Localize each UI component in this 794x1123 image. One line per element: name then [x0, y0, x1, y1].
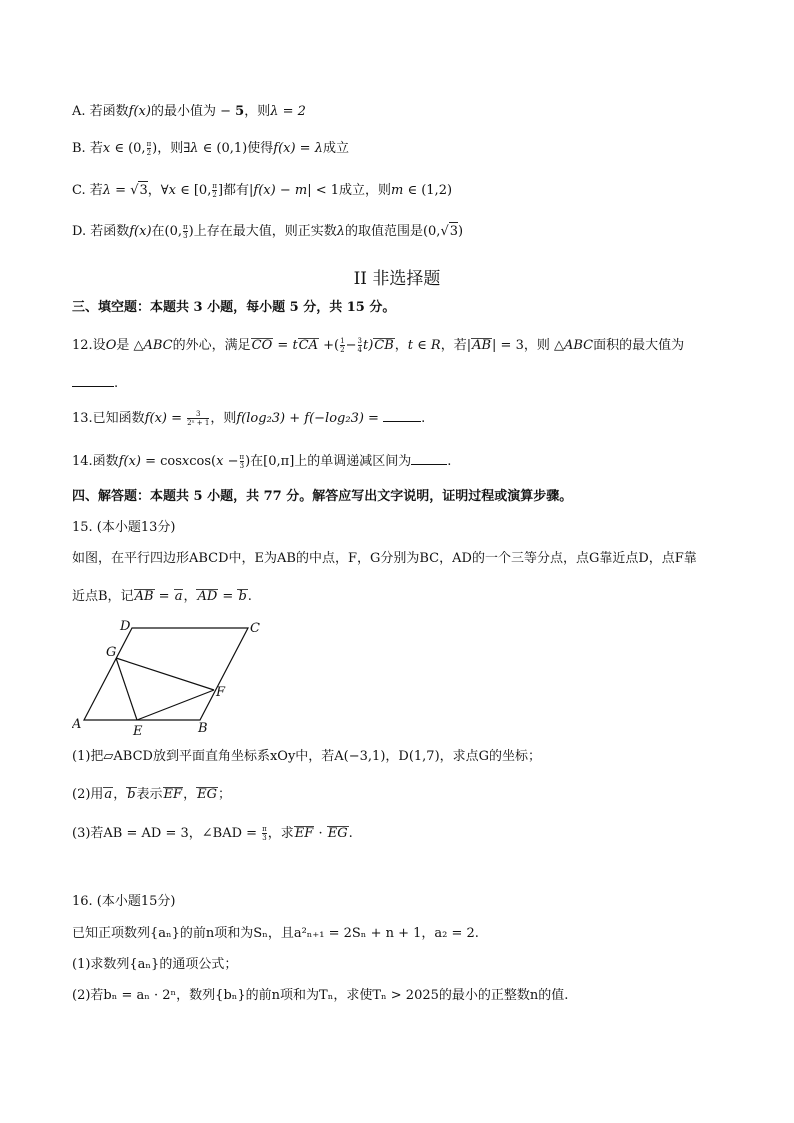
label-G: G: [106, 645, 117, 660]
option-c-lt: | < 1成立，则: [307, 183, 391, 198]
option-d-end: ): [458, 224, 464, 239]
q14-t4: −: [223, 454, 239, 469]
q12-t3: 的外心，满足: [172, 338, 251, 353]
option-d-text: 若函数: [90, 224, 130, 239]
q14-fraction: [240, 453, 245, 470]
option-a-lambda: λ = 2: [270, 104, 306, 119]
q12-t2: 是 △: [116, 338, 144, 353]
q13-fx: f(x): [144, 411, 167, 426]
q15-p2-vec-a: a: [104, 787, 113, 802]
q14-x: x: [181, 454, 190, 469]
q12-ABC2: ABC: [564, 338, 594, 353]
option-a-value: 5: [235, 104, 245, 119]
option-c-fraction: [212, 182, 217, 199]
q12-R: R: [430, 338, 441, 353]
parallelogram-lines: [84, 628, 248, 720]
question-12: [72, 337, 684, 355]
option-c-frac-num: π: [212, 182, 217, 190]
option-c: C. 若λ = √3，∀x ∈ [0, $\frac{\pi}{2}$ ]都有|f(x) − m| < 1成立，则m ∈ (1,2): [72, 182, 453, 199]
option-b-lambda: λ: [190, 141, 199, 156]
q15-p2a: (2)用: [72, 787, 104, 802]
option-d-range: 的取值范围是(0,: [344, 224, 441, 239]
q12-t9: ∈: [413, 338, 431, 353]
q15-p2e: ；: [217, 787, 231, 802]
option-b-frac-num: π: [146, 140, 152, 148]
q12-answer-blank[interactable]: [72, 374, 114, 387]
q15-part-1: (1)把▱ABCD放到平面直角坐标系xOy中，若A(−3,1)，D(1,7)，求点G的坐标；: [72, 749, 542, 764]
q12-t7: t): [362, 338, 374, 353]
q15-frac-den: 3: [262, 834, 267, 842]
option-b-close: )，则∃: [152, 141, 191, 156]
option-d-fraction: [183, 223, 188, 240]
q15-p2c: 表示: [136, 787, 163, 802]
q14-t3: cos(: [189, 454, 217, 469]
q12-frac-three-quarters: [358, 337, 362, 354]
q13-frac-num: 3: [196, 410, 201, 418]
q12-ABC: ABC: [143, 338, 173, 353]
q16-title: 16. (本小题15分): [72, 894, 176, 909]
q14-t1: 14.函数: [72, 454, 119, 469]
option-d: D. 若函数f(x)在(0, $\frac{\pi}{3}$ )上存在最大值，则正实数λ的取值范围是(0,√3): [72, 223, 464, 240]
question-13: [72, 409, 425, 428]
q12-vec-CB: CB: [374, 338, 394, 353]
q15-vec-b: b: [238, 589, 247, 604]
q13-t2: =: [166, 411, 187, 426]
q15-vec-a: a: [174, 589, 183, 604]
q13-fraction: [187, 410, 209, 427]
q15-p2b: ，: [113, 787, 127, 802]
label-F: F: [216, 685, 226, 700]
option-c-have: ]都有|: [217, 183, 254, 198]
q14-answer-blank[interactable]: [411, 452, 447, 465]
q13-expr: f(log₂3) + f(−log₂3) =: [236, 411, 384, 426]
segment-GF: [116, 658, 214, 690]
question-12-answer: [72, 374, 118, 393]
q13-end: .: [421, 411, 426, 426]
option-b: [72, 140, 349, 158]
option-d-lambda: λ: [336, 224, 345, 239]
q12-t5: +(: [319, 338, 340, 353]
option-c-text: 若: [89, 183, 103, 198]
option-c-eq: =: [111, 183, 131, 198]
option-d-label: D.: [72, 224, 91, 239]
q12-vec-AB: AB: [472, 338, 492, 353]
q16-line-1: 已知正项数列{aₙ}的前n项和为Sₙ，且a²ₙ₊₁ = 2Sₙ + n + 1，a₂ = 2.: [72, 926, 479, 941]
q15-part-2: [72, 786, 231, 804]
q12-end: .: [114, 376, 119, 391]
option-c-label: C.: [72, 183, 90, 198]
q13-frac-den: 2ˣ + 1: [187, 419, 210, 427]
option-c-m: m: [391, 183, 404, 198]
q15-vec-EF: EF: [163, 787, 183, 802]
q15-p2-vec-b: b: [127, 787, 136, 802]
q14-frac-den: 3: [239, 462, 245, 470]
label-E: E: [133, 724, 143, 738]
q12-t6: −: [345, 338, 357, 353]
q12-vec-CO: CO: [251, 338, 273, 353]
option-b-x: x: [102, 141, 111, 156]
q15-vec-EF2: EF: [294, 826, 314, 841]
q12-t1: 12.设: [72, 338, 106, 353]
option-a: [72, 103, 306, 121]
option-c-forall: ，∀: [147, 183, 169, 198]
q15-p2d: ，: [183, 787, 197, 802]
q12-t8: ，: [394, 338, 408, 353]
q14-t5: )在[0,π]上的单调递减区间为: [245, 454, 412, 469]
option-c-lambda: λ: [102, 183, 112, 198]
question-14: [72, 452, 451, 471]
q12-f1-den: 2: [340, 346, 345, 354]
label-C: C: [250, 621, 260, 636]
q14-end: .: [447, 454, 452, 469]
part4-heading: 四、解答题：本题共 5 小题，共 77 分。解答应写出文字说明，证明过程或演算步骤。: [72, 489, 573, 504]
q12-O: O: [105, 338, 117, 353]
q14-t2: = cos: [140, 454, 182, 469]
section-title: II 非选择题: [353, 269, 441, 289]
option-a-label: A.: [72, 104, 90, 119]
option-b-label: B.: [72, 141, 90, 156]
q12-t12: 面积的最大值为: [593, 338, 685, 353]
label-A: A: [72, 717, 82, 732]
q12-t-coef: t: [292, 338, 298, 353]
q15-p3c: ·: [314, 826, 327, 841]
q15-l2e: .: [247, 589, 252, 604]
q15-title: 15. (本小题13分): [72, 520, 176, 535]
option-c-end: ∈ (1,2): [403, 183, 453, 198]
option-d-frac-den: 3: [183, 232, 188, 240]
option-c-frac-den: 2: [212, 191, 217, 199]
option-c-sqrt: 3: [139, 183, 148, 198]
option-b-fx: f(x) = λ: [273, 141, 323, 156]
q13-t3: ，则: [210, 411, 237, 426]
q15-line-2: [72, 588, 252, 606]
option-d-fx: f(x): [129, 224, 152, 239]
option-d-sqrt: 3: [449, 224, 459, 239]
q15-vec-EG: EG: [197, 787, 217, 802]
option-d-rest: )上存在最大值，则正实数: [188, 224, 337, 239]
parallelogram-figure: [72, 616, 272, 738]
q14-x2: x: [216, 454, 224, 469]
option-d-in: 在(0,: [151, 224, 183, 239]
option-b-fraction: [147, 140, 152, 157]
option-c-x: x: [168, 183, 176, 198]
q12-t4: =: [273, 338, 293, 353]
q13-answer-blank[interactable]: [383, 409, 421, 422]
q15-p3a: (3)若AB = AD = 3，∠BAD =: [72, 826, 262, 841]
option-d-frac-num: π: [183, 223, 188, 231]
q13-t1: 13.已知函数: [72, 411, 145, 426]
q16-part-1: (1)求数列{aₙ}的通项公式；: [72, 957, 238, 972]
label-B: B: [198, 721, 208, 736]
option-c-in: ∈ [0,: [175, 183, 212, 198]
option-b-end: 成立: [322, 141, 349, 156]
q16-part-2: (2)若bₙ = aₙ · 2ⁿ，数列{bₙ}的前n项和为Tₙ，求使Tₙ > 2025的最小的正整数n的值.: [72, 988, 569, 1003]
option-a-fx: f(x): [128, 104, 151, 119]
q15-p3d: .: [348, 826, 353, 841]
q12-frac-half: [340, 337, 344, 354]
q12-f1-num: 1: [340, 337, 345, 345]
q12-f2-den: 4: [357, 346, 362, 354]
option-a-then: ，则: [244, 104, 271, 119]
q14-fx: f(x): [118, 454, 141, 469]
option-b-in: ∈ (0,: [110, 141, 146, 156]
q15-p3b: ，求: [267, 826, 294, 841]
q15-frac-num: π: [262, 825, 267, 833]
option-b-frac-den: 2: [146, 149, 152, 157]
q15-l2c: ，: [183, 589, 197, 604]
q12-t11: | = 3，则 △: [492, 338, 564, 353]
option-c-fx: f(x) − m: [253, 183, 308, 198]
q15-part-3: [72, 825, 353, 843]
option-b-text: 若: [89, 141, 103, 156]
q15-vec-EG2: EG: [327, 826, 348, 841]
segment-EG: [116, 658, 137, 720]
q14-frac-num: π: [239, 453, 245, 461]
option-a-mid: 的最小值为 −: [150, 104, 236, 119]
part3-heading: 三、填空题：本题共 3 小题，每小题 5 分，共 15 分。: [72, 300, 396, 315]
q15-l2a: 近点B，记: [72, 589, 134, 604]
option-a-text: 若函数: [89, 104, 129, 119]
q15-fraction: [262, 825, 267, 842]
q12-vec-CA: CA: [298, 338, 319, 353]
q12-t10: ，若|: [440, 338, 472, 353]
q12-t: t: [407, 338, 414, 353]
q15-vec-AB: AB: [134, 589, 154, 604]
label-D: D: [120, 619, 131, 634]
q15-l2b: =: [154, 589, 174, 604]
q15-l2d: =: [218, 589, 238, 604]
q15-line-1: 如图，在平行四边形ABCD中，E为AB的中点，F，G分别为BC，AD的一个三等分点，点G靠近点D，点F靠: [72, 551, 697, 566]
q12-f2-num: 3: [357, 337, 362, 345]
option-b-set: ∈ (0,1)使得: [198, 141, 274, 156]
q15-vec-AD: AD: [197, 589, 218, 604]
